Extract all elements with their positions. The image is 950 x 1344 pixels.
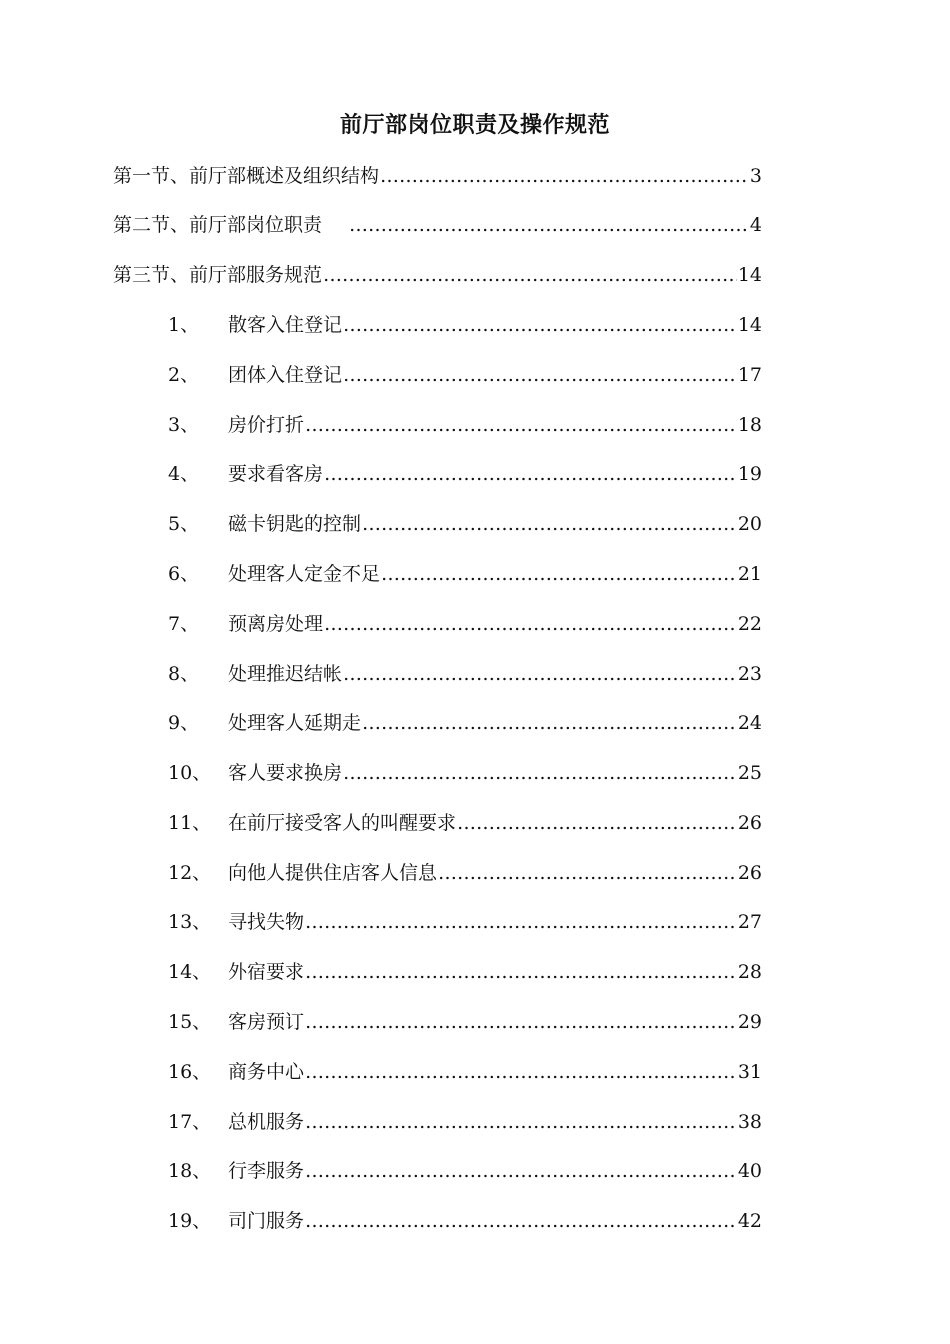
toc-leader-dots [305, 908, 737, 936]
toc-leader-dots [380, 162, 749, 190]
toc-leader-dots [305, 1157, 737, 1185]
toc-section-label: 第一节、前厅部概述及组织结构 [113, 165, 380, 187]
toc-section-3[interactable] [113, 261, 762, 289]
toc-page-number: 14 [737, 264, 762, 286]
toc-item-label: 在前厅接受客人的叫醒要求 [228, 812, 457, 834]
toc-item-number: 9、 [168, 712, 200, 734]
toc-page-number: 25 [737, 762, 762, 784]
toc-page-number: 21 [737, 563, 762, 585]
toc-item-number: 14、 [168, 961, 212, 983]
toc-item-label: 总机服务 [228, 1111, 305, 1133]
toc-subitem-4[interactable] [168, 460, 762, 488]
toc-item-number: 5、 [168, 513, 200, 535]
toc-subitem-17[interactable] [168, 1108, 762, 1136]
toc-page-number: 26 [737, 862, 762, 884]
toc-page-number: 29 [737, 1011, 762, 1033]
toc-item-number: 3、 [168, 414, 200, 436]
toc-section-label: 第三节、前厅部服务规范 [113, 264, 323, 286]
toc-subitem-9[interactable] [168, 709, 762, 737]
toc-subitem-16[interactable] [168, 1058, 762, 1086]
toc-subitem-2[interactable] [168, 361, 762, 389]
toc-page-number: 24 [737, 712, 762, 734]
toc-leader-dots [305, 1108, 737, 1136]
toc-item-label: 商务中心 [228, 1061, 305, 1083]
toc-item-label: 司门服务 [228, 1210, 305, 1232]
toc-subitem-5[interactable] [168, 510, 762, 538]
toc-item-number: 17、 [168, 1111, 212, 1133]
toc-page-number: 26 [737, 812, 762, 834]
toc-page-number: 20 [737, 513, 762, 535]
toc-subitem-15[interactable] [168, 1008, 762, 1036]
toc-item-label: 行李服务 [228, 1160, 305, 1182]
toc-item-number: 8、 [168, 663, 200, 685]
toc-leader-dots [362, 709, 737, 737]
toc-subitem-7[interactable] [168, 610, 762, 638]
toc-subitem-11[interactable] [168, 809, 762, 837]
toc-subitem-19[interactable] [168, 1207, 762, 1235]
toc-item-label: 散客入住登记 [228, 314, 343, 336]
toc-item-label: 预离房处理 [228, 613, 324, 635]
toc-item-number: 12、 [168, 862, 212, 884]
toc-subitem-13[interactable] [168, 908, 762, 936]
toc-leader-dots [343, 759, 737, 787]
toc-subitem-18[interactable] [168, 1157, 762, 1185]
toc-item-number: 15、 [168, 1011, 212, 1033]
toc-leader-dots [305, 958, 737, 986]
toc-item-number: 2、 [168, 364, 200, 386]
toc-leader-dots [381, 560, 737, 588]
toc-page-number: 23 [737, 663, 762, 685]
toc-leader-dots [324, 610, 737, 638]
toc-item-label: 客房预订 [228, 1011, 305, 1033]
toc-leader-dots [324, 460, 737, 488]
toc-item-number: 1、 [168, 314, 200, 336]
toc-item-label: 寻找失物 [228, 911, 305, 933]
toc-item-number: 7、 [168, 613, 200, 635]
toc-item-number: 19、 [168, 1210, 212, 1232]
toc-item-number: 16、 [168, 1061, 212, 1083]
toc-leader-dots [349, 211, 749, 239]
toc-leader-dots [305, 411, 737, 439]
toc-leader-dots [323, 261, 737, 289]
toc-leader-dots [305, 1207, 737, 1235]
toc-page-number: 40 [737, 1160, 762, 1182]
toc-leader-dots [343, 660, 737, 688]
toc-subitem-12[interactable] [168, 859, 762, 887]
toc-item-label: 团体入住登记 [228, 364, 343, 386]
toc-section-2[interactable] [113, 211, 762, 239]
document-title: 前厅部岗位职责及操作规范 [339, 112, 610, 138]
toc-item-label: 处理客人定金不足 [228, 563, 381, 585]
toc-item-label: 要求看客房 [228, 463, 324, 485]
toc-subitem-6[interactable] [168, 560, 762, 588]
toc-subitem-14[interactable] [168, 958, 762, 986]
toc-item-number: 13、 [168, 911, 212, 933]
toc-item-number: 11、 [168, 812, 212, 834]
toc-leader-dots [438, 859, 737, 887]
toc-page-number: 3 [749, 165, 762, 187]
toc-item-number: 10、 [168, 762, 212, 784]
toc-item-label: 向他人提供住店客人信息 [228, 862, 438, 884]
toc-leader-dots [305, 1058, 737, 1086]
toc-leader-dots [457, 809, 737, 837]
toc-page-number: 27 [737, 911, 762, 933]
toc-leader-dots [343, 311, 737, 339]
toc-page-number: 4 [749, 214, 762, 236]
toc-page-number: 42 [737, 1210, 762, 1232]
toc-page-number: 22 [737, 613, 762, 635]
toc-subitem-8[interactable] [168, 660, 762, 688]
toc-item-label: 处理推迟结帐 [228, 663, 343, 685]
toc-item-number: 4、 [168, 463, 200, 485]
toc-item-label: 客人要求换房 [228, 762, 343, 784]
toc-page-number: 18 [737, 414, 762, 436]
toc-page-number: 31 [737, 1061, 762, 1083]
toc-item-label: 处理客人延期走 [228, 712, 362, 734]
toc-item-number: 18、 [168, 1160, 212, 1182]
toc-section-label: 第二节、前厅部岗位职责 [113, 214, 323, 236]
toc-page-number: 14 [737, 314, 762, 336]
toc-item-number: 6、 [168, 563, 200, 585]
toc-page-number: 19 [737, 463, 762, 485]
toc-leader-dots [305, 1008, 737, 1036]
toc-item-label: 磁卡钥匙的控制 [228, 513, 362, 535]
toc-subitem-10[interactable] [168, 759, 762, 787]
toc-leader-dots [362, 510, 737, 538]
toc-section-1[interactable] [113, 162, 762, 190]
toc-item-label: 外宿要求 [228, 961, 305, 983]
toc-page-number: 17 [737, 364, 762, 386]
toc-subitem-3[interactable] [168, 411, 762, 439]
toc-subitem-1[interactable] [168, 311, 762, 339]
toc-item-label: 房价打折 [228, 414, 305, 436]
toc-page-number: 28 [737, 961, 762, 983]
toc-leader-dots [343, 361, 737, 389]
toc-page-number: 38 [737, 1111, 762, 1133]
